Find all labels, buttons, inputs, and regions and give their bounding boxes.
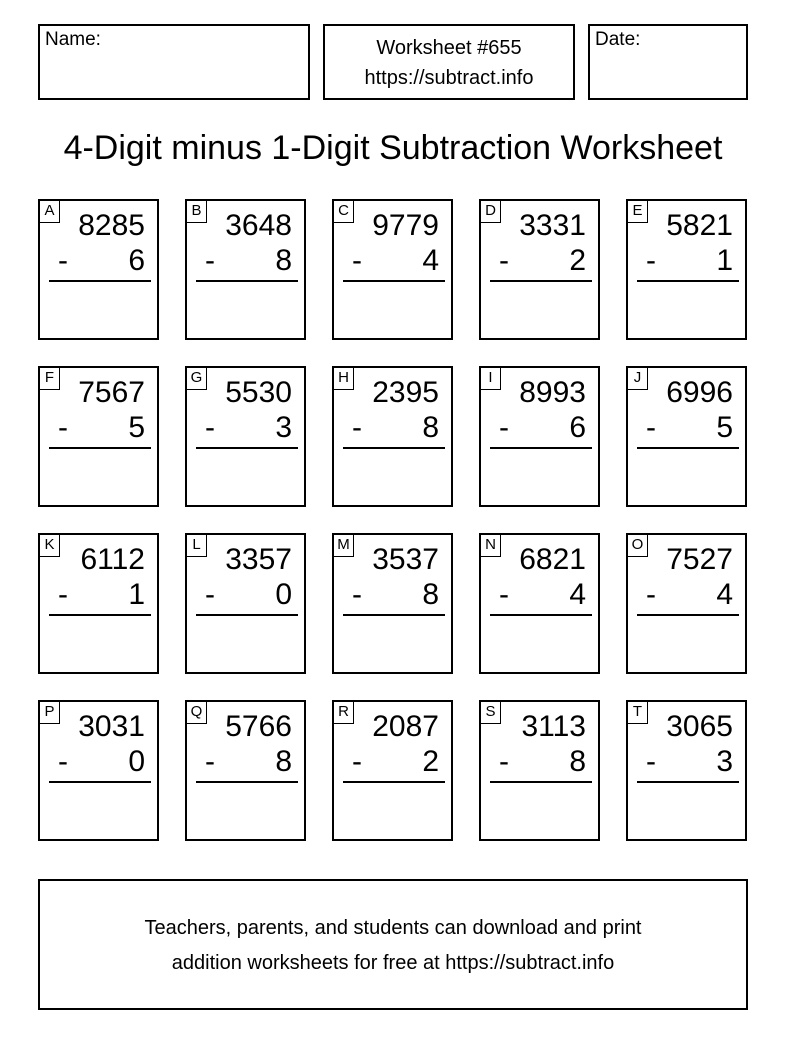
- minus-sign: -: [205, 411, 215, 444]
- footer-line-1: Teachers, parents, and students can download and print: [144, 917, 642, 939]
- answer-space[interactable]: [490, 452, 592, 501]
- problem-card: [38, 700, 159, 841]
- problem-card: [332, 533, 453, 674]
- minuend: 2087: [372, 710, 439, 743]
- minuend: 3648: [225, 209, 292, 242]
- answer-space[interactable]: [637, 786, 739, 835]
- subtrahend: 2: [569, 244, 586, 277]
- subtrahend: 3: [716, 745, 733, 778]
- answer-line: [637, 447, 739, 449]
- minuend: 3031: [78, 710, 145, 743]
- answer-space[interactable]: [343, 619, 445, 668]
- problem-letter: I: [481, 368, 501, 390]
- minuend: 6821: [519, 543, 586, 576]
- subtrahend: 6: [128, 244, 145, 277]
- subtrahend: 6: [569, 411, 586, 444]
- minus-sign: -: [58, 411, 68, 444]
- problem-letter: G: [187, 368, 207, 390]
- answer-line: [196, 280, 298, 282]
- minuend: 3357: [225, 543, 292, 576]
- answer-line: [343, 447, 445, 449]
- minuend: 3065: [666, 710, 733, 743]
- subtrahend: 8: [275, 244, 292, 277]
- answer-space[interactable]: [49, 786, 151, 835]
- problem-letter: P: [40, 702, 60, 724]
- name-label: Name:: [45, 29, 101, 50]
- subtrahend: 4: [422, 244, 439, 277]
- minuend: 7527: [666, 543, 733, 576]
- problem-card: [332, 199, 453, 340]
- minuend: 7567: [78, 376, 145, 409]
- answer-line: [637, 781, 739, 783]
- minuend: 8285: [78, 209, 145, 242]
- minus-sign: -: [499, 578, 509, 611]
- answer-line: [196, 447, 298, 449]
- problem-letter: J: [628, 368, 648, 390]
- answer-space[interactable]: [49, 285, 151, 334]
- minuend: 3331: [519, 209, 586, 242]
- subtrahend: 8: [422, 411, 439, 444]
- worksheet-number: Worksheet #655: [376, 37, 522, 59]
- problem-letter: Q: [187, 702, 207, 724]
- subtrahend: 5: [128, 411, 145, 444]
- answer-space[interactable]: [49, 452, 151, 501]
- problem-card: [479, 199, 600, 340]
- minus-sign: -: [58, 244, 68, 277]
- minus-sign: -: [499, 244, 509, 277]
- minuend: 5821: [666, 209, 733, 242]
- minus-sign: -: [205, 578, 215, 611]
- minuend: 3113: [521, 710, 586, 743]
- answer-line: [196, 614, 298, 616]
- minus-sign: -: [58, 745, 68, 778]
- problem-letter: H: [334, 368, 354, 390]
- answer-space[interactable]: [490, 285, 592, 334]
- answer-space[interactable]: [343, 285, 445, 334]
- answer-space[interactable]: [196, 452, 298, 501]
- subtrahend: 8: [275, 745, 292, 778]
- footer-box: [38, 879, 748, 1010]
- problem-letter: M: [334, 535, 354, 557]
- minus-sign: -: [646, 745, 656, 778]
- problem-card: [185, 533, 306, 674]
- minus-sign: -: [646, 411, 656, 444]
- minuend: 5766: [225, 710, 292, 743]
- answer-space[interactable]: [196, 786, 298, 835]
- problem-card: [332, 366, 453, 507]
- subtrahend: 0: [128, 745, 145, 778]
- answer-space[interactable]: [343, 786, 445, 835]
- problem-card: [38, 533, 159, 674]
- answer-line: [637, 280, 739, 282]
- problem-card: [626, 533, 747, 674]
- problem-letter: C: [334, 201, 354, 223]
- problem-letter: O: [628, 535, 648, 557]
- problem-letter: T: [628, 702, 648, 724]
- minuend: 5530: [225, 376, 292, 409]
- worksheet-url[interactable]: https://subtract.info: [364, 67, 534, 89]
- footer-line-2: addition worksheets for free at https://subtract.info: [171, 952, 615, 974]
- minus-sign: -: [499, 411, 509, 444]
- answer-line: [49, 781, 151, 783]
- answer-line: [49, 447, 151, 449]
- page-title: 4-Digit minus 1-Digit Subtraction Worksheet: [63, 129, 723, 167]
- answer-line: [637, 614, 739, 616]
- minus-sign: -: [646, 244, 656, 277]
- minus-sign: -: [499, 745, 509, 778]
- minus-sign: -: [205, 244, 215, 277]
- problem-letter: K: [40, 535, 60, 557]
- subtrahend: 1: [128, 578, 145, 611]
- subtrahend: 4: [569, 578, 586, 611]
- answer-line: [49, 280, 151, 282]
- problem-card: [185, 700, 306, 841]
- minus-sign: -: [352, 578, 362, 611]
- minuend: 3537: [372, 543, 439, 576]
- subtrahend: 1: [716, 244, 733, 277]
- answer-space[interactable]: [196, 619, 298, 668]
- problem-letter: B: [187, 201, 207, 223]
- problem-card: [626, 199, 747, 340]
- answer-line: [49, 614, 151, 616]
- problem-card: [185, 199, 306, 340]
- subtrahend: 3: [275, 411, 292, 444]
- answer-space[interactable]: [490, 619, 592, 668]
- minuend: 6996: [666, 376, 733, 409]
- answer-space[interactable]: [49, 619, 151, 668]
- minus-sign: -: [205, 745, 215, 778]
- problem-card: [38, 199, 159, 340]
- problem-letter: R: [334, 702, 354, 724]
- problem-letter: D: [481, 201, 501, 223]
- subtrahend: 4: [716, 578, 733, 611]
- problem-letter: A: [40, 201, 60, 223]
- problem-letter: S: [481, 702, 501, 724]
- problem-letter: E: [628, 201, 648, 223]
- date-label: Date:: [595, 29, 641, 50]
- problem-card: [332, 700, 453, 841]
- answer-space[interactable]: [343, 452, 445, 501]
- problem-card: [626, 366, 747, 507]
- minuend: 9779: [372, 209, 439, 242]
- minuend: 2395: [372, 376, 439, 409]
- problem-letter: N: [481, 535, 501, 557]
- subtrahend: 2: [422, 745, 439, 778]
- answer-line: [343, 280, 445, 282]
- problem-card: [479, 533, 600, 674]
- minus-sign: -: [352, 745, 362, 778]
- problem-card: [185, 366, 306, 507]
- subtrahend: 8: [569, 745, 586, 778]
- problem-card: [479, 366, 600, 507]
- minuend: 6112: [80, 543, 145, 576]
- minus-sign: -: [58, 578, 68, 611]
- answer-space[interactable]: [196, 285, 298, 334]
- subtrahend: 0: [275, 578, 292, 611]
- answer-space[interactable]: [637, 452, 739, 501]
- problem-card: [479, 700, 600, 841]
- answer-line: [490, 280, 592, 282]
- problem-letter: L: [187, 535, 207, 557]
- subtrahend: 5: [716, 411, 733, 444]
- answer-space[interactable]: [490, 786, 592, 835]
- answer-line: [343, 614, 445, 616]
- problem-letter: F: [40, 368, 60, 390]
- subtrahend: 8: [422, 578, 439, 611]
- answer-space[interactable]: [637, 285, 739, 334]
- answer-space[interactable]: [637, 619, 739, 668]
- answer-line: [343, 781, 445, 783]
- answer-line: [196, 781, 298, 783]
- minus-sign: -: [352, 244, 362, 277]
- problem-card: [626, 700, 747, 841]
- answer-line: [490, 781, 592, 783]
- problem-card: [38, 366, 159, 507]
- minuend: 8993: [519, 376, 586, 409]
- minus-sign: -: [352, 411, 362, 444]
- answer-line: [490, 614, 592, 616]
- answer-line: [490, 447, 592, 449]
- minus-sign: -: [646, 578, 656, 611]
